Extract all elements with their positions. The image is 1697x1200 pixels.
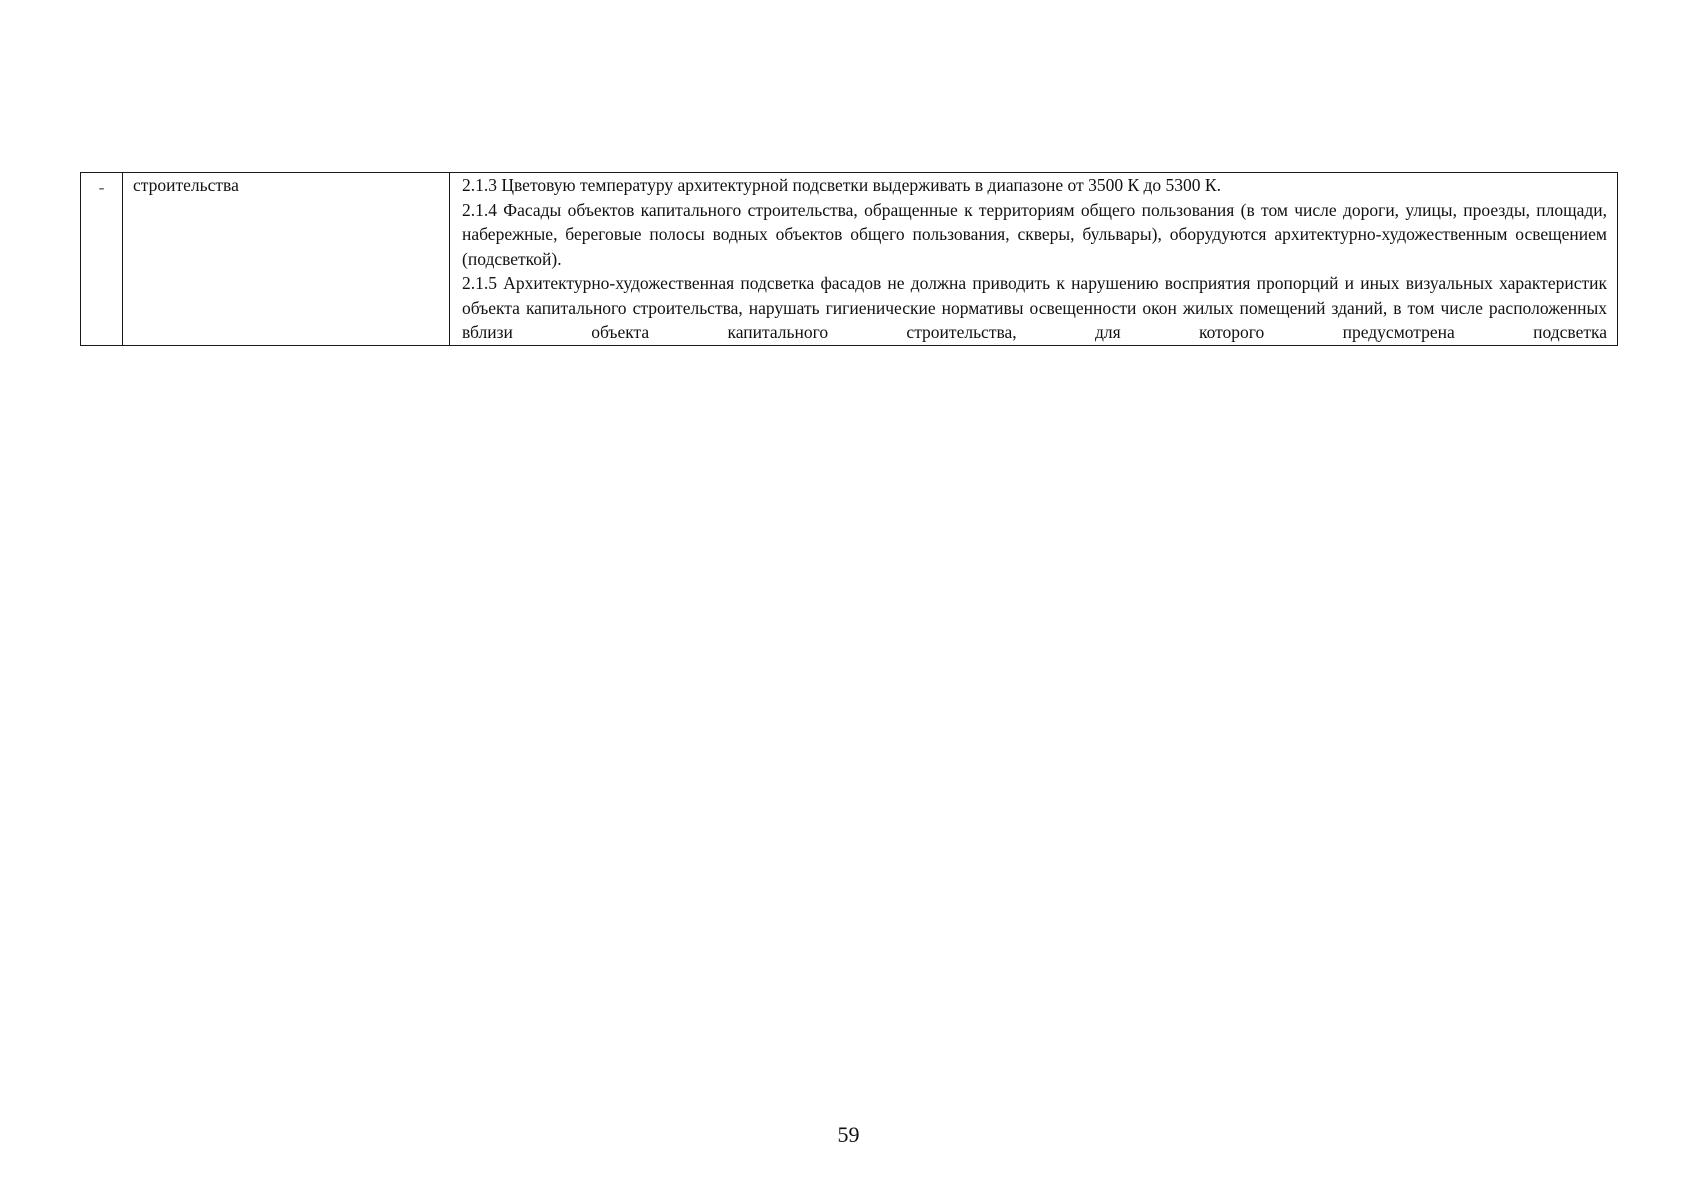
row-name-cell	[123, 173, 450, 346]
row-name: строительства	[133, 175, 239, 195]
row-number-cell	[81, 173, 123, 346]
page-number: 59	[837, 1122, 860, 1147]
paragraph-2-1-3: 2.1.3 Цветовую температуру архитектурной подсветки выдерживать в диапазоне от 3500 К до 5300 К.	[462, 175, 1221, 195]
requirements-table	[80, 172, 1618, 346]
row-number: -	[98, 177, 105, 197]
row-text-cell	[450, 173, 1618, 346]
paragraph-2-1-5: 2.1.5 Архитектурно-художественная подсветка фасадов не должна приводить к нарушению восприятия пропорций и иных визуальных характеристик объекта капитального строительства, нарушать гигиенические нормативы освещенности окон жилых помещений зданий, в том числе расположенных вблизи объекта капитального строительства, для которого предусмотрена подсветка	[462, 273, 1607, 342]
table-row	[81, 173, 1618, 346]
paragraph-2-1-4: 2.1.4 Фасады объектов капитального строительства, обращенные к территориям общего пользования (в том числе дороги, улицы, проезды, площади, набережные, береговые полосы водных объектов общего пользования, скверы, бульвары), оборудуются архитектурно-художественным освещением (подсветкой).	[462, 199, 1607, 269]
